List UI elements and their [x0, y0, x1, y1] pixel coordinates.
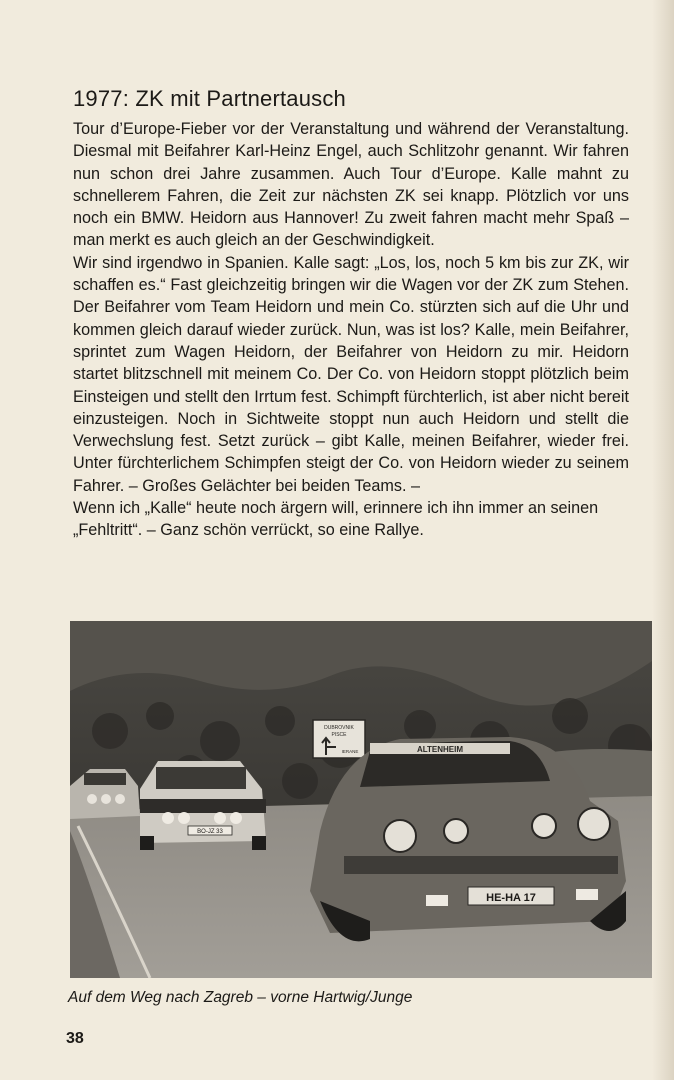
- page-edge-shadow: [652, 0, 674, 1080]
- paragraph-3: Wenn ich „Kalle“ heute noch ärgern will, erinnere ich ihn immer an seinen „Fehltritt“. – Ganz schön verrückt, so eine Rallye.: [73, 499, 599, 540]
- sign-text-2: PISCE: [331, 732, 347, 738]
- chapter-heading: 1977: ZK mit Partnertausch: [73, 86, 346, 111]
- rally-photo-illustration: [70, 621, 652, 978]
- paragraph-2: Wir sind irgendwo in Spanien. Kalle sagt: „Los, los, noch 5 km bis zur ZK, wir schaffen es.“ Fast gleichzeitig bringen wir die Wagen vor der ZK zum Stehen. Der Beifahrer vom Team Heidorn und mein Co. stürzten sich auf die Uhr und kommen gleich darauf wieder zurück. Nun, was ist los? Kalle, mein Beifahrer, sprintet zum Wagen Heidorn, der Beifahrer von Heidorn zu mir. Heidorn startet blitzschnell mit meinem Co. Der Co. von Heidorn stoppt plötzlich beim Einsteigen und stellt den Irrtum fest. Schimpft fürchterlich, ist aber nicht bereit einzusteigen. Noch in Sichtweite stoppt nun auch Heidorn und stellt die Verwechslung fest. Setzt zurück – gibt Kalle, meinen Beifahrer, wieder frei. Unter fürchterlichem Schimpfen steigt der Co. von Heidorn wieder zu seinem Fahrer. – Großes Gelächter bei beiden Teams. –: [73, 253, 629, 495]
- bmw-car: [140, 761, 266, 850]
- page-number: 38: [66, 1030, 84, 1047]
- porsche-plate-text: HE-HA 17: [486, 892, 536, 904]
- bmw-plate-text: BO-JZ 33: [197, 829, 223, 835]
- paragraph-1: Tour d’Europe-Fieber vor der Veranstaltung und während der Veranstaltung. Diesmal mit Beifahrer Karl-Heinz Engel, auch Schlitzohr genannt. Wir fahren nun schon drei Jahre zusammen. Auch Tour d’Europe. Kalle mahnt zu schnellerem Fahren, die Zeit zur nächsten ZK sei knapp. Plötzlich vor uns noch ein BMW. Heidorn aus Hannover! Zu zweit fahren macht mehr Spaß – man merkt es auch gleich an der Geschwindigkeit.: [73, 120, 629, 250]
- sign-text-3: IERANE: [341, 749, 359, 754]
- photo-caption: Auf dem Weg nach Zagreb – vorne Hartwig/Junge: [68, 989, 413, 1006]
- body-text: [73, 118, 629, 542]
- rally-photo: [70, 621, 652, 978]
- sign-text-1: DUBROVNIK: [324, 725, 354, 731]
- windscreen-banner-text: ALTENHEIM: [416, 745, 464, 754]
